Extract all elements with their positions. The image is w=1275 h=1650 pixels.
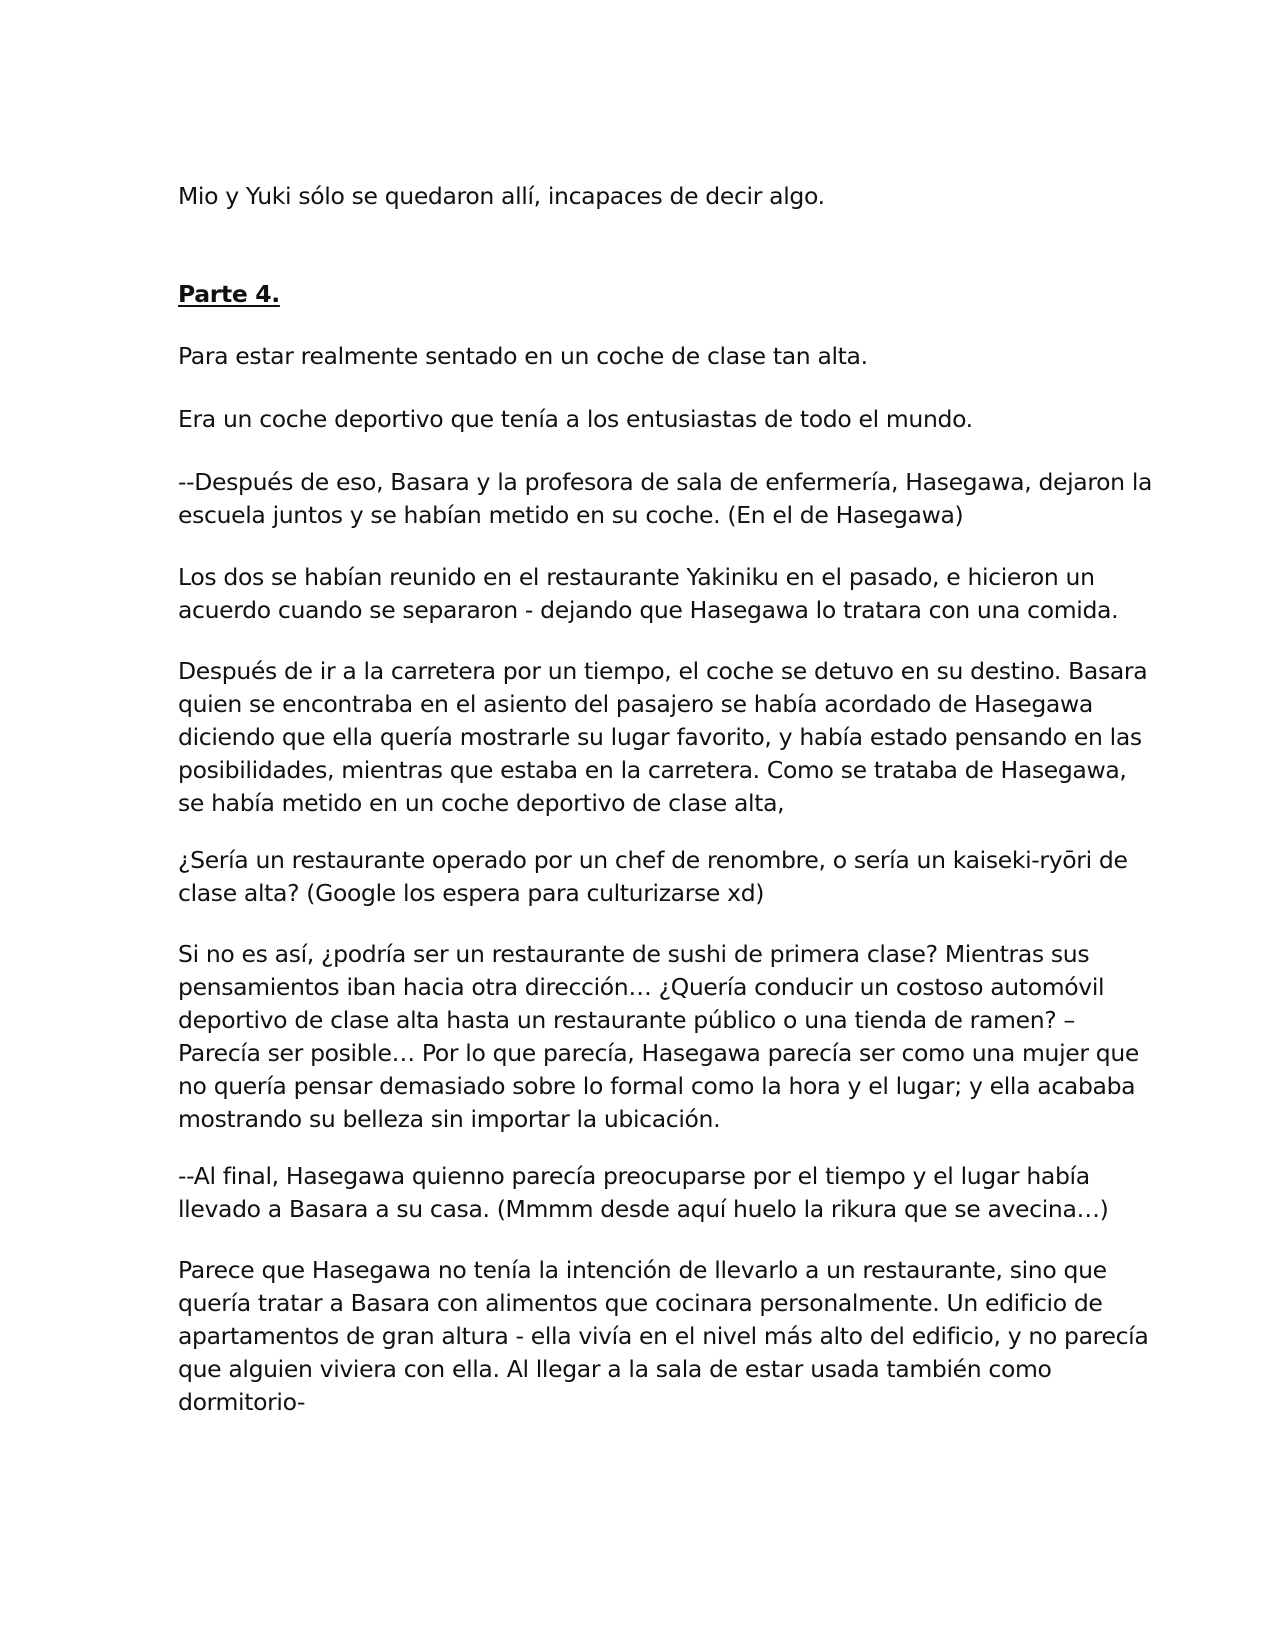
text-line: clase alta? (Google los espera para culturizarse xd) <box>178 879 765 907</box>
text-line: que alguien viviera con ella. Al llegar a la sala de estar usada también como <box>178 1355 1052 1383</box>
paragraph-7 <box>178 938 1140 1136</box>
text-line: llevado a Basara a su casa. (Mmmm desde aquí huelo la rikura que se avecina…) <box>178 1195 1109 1223</box>
text-line: acuerdo cuando se separaron - dejando que Hasegawa lo tratara con una comida. <box>178 596 1119 624</box>
intro-paragraph <box>178 180 1108 213</box>
text-line: Mio y Yuki sólo se quedaron allí, incapaces de decir algo. <box>178 182 825 210</box>
paragraph-3 <box>178 466 1153 532</box>
text-line: ¿Sería un restaurante operado por un chef de renombre, o sería un kaiseki-ryōri de <box>178 846 1128 874</box>
text-line: Después de ir a la carretera por un tiempo, el coche se detuvo en su destino. Basara <box>178 657 1148 685</box>
paragraph-4 <box>178 561 1119 627</box>
text-line: deportivo de clase alta hasta un restaurante público o una tienda de ramen? – <box>178 1006 1075 1034</box>
text-line: Si no es así, ¿podría ser un restaurante de sushi de primera clase? Mientras sus <box>178 940 1090 968</box>
text-line: apartamentos de gran altura - ella vivía en el nivel más alto del edificio, y no parecía <box>178 1322 1149 1350</box>
text-line: mostrando su belleza sin importar la ubicación. <box>178 1105 721 1133</box>
text-line: Parecía ser posible… Por lo que parecía, Hasegawa parecía ser como una mujer que <box>178 1039 1140 1067</box>
text-line: Era un coche deportivo que tenía a los entusiastas de todo el mundo. <box>178 405 973 433</box>
text-line: Los dos se habían reunido en el restaurante Yakiniku en el pasado, e hicieron un <box>178 563 1095 591</box>
text-line: Para estar realmente sentado en un coche de clase tan alta. <box>178 342 868 370</box>
paragraph-5 <box>178 655 1148 820</box>
paragraph-6 <box>178 844 1128 910</box>
section-heading: Parte 4. <box>178 280 280 308</box>
text-line: quien se encontraba en el asiento del pasajero se había acordado de Hasegawa <box>178 690 1093 718</box>
paragraph-2 <box>178 403 1108 436</box>
paragraph-9 <box>178 1254 1149 1419</box>
paragraph-8 <box>178 1160 1108 1226</box>
text-line: se había metido en un coche deportivo de clase alta, <box>178 789 785 817</box>
text-line: posibilidades, mientras que estaba en la carretera. Como se trataba de Hasegawa, <box>178 756 1127 784</box>
text-line: diciendo que ella quería mostrarle su lugar favorito, y había estado pensando en las <box>178 723 1142 751</box>
text-line: Parece que Hasegawa no tenía la intención de llevarlo a un restaurante, sino que <box>178 1256 1107 1284</box>
text-line: --Después de eso, Basara y la profesora de sala de enfermería, Hasegawa, dejaron la <box>178 468 1153 496</box>
text-line: no quería pensar demasiado sobre lo formal como la hora y el lugar; y ella acababa <box>178 1072 1136 1100</box>
paragraph-1 <box>178 340 1108 373</box>
text-line: dormitorio- <box>178 1388 306 1416</box>
text-line: --Al final, Hasegawa quienno parecía preocuparse por el tiempo y el lugar había <box>178 1162 1090 1190</box>
text-line: pensamientos iban hacia otra dirección… ¿Quería conducir un costoso automóvil <box>178 973 1105 1001</box>
text-line: escuela juntos y se habían metido en su coche. (En el de Hasegawa) <box>178 501 964 529</box>
text-line: quería tratar a Basara con alimentos que cocinara personalmente. Un edificio de <box>178 1289 1103 1317</box>
